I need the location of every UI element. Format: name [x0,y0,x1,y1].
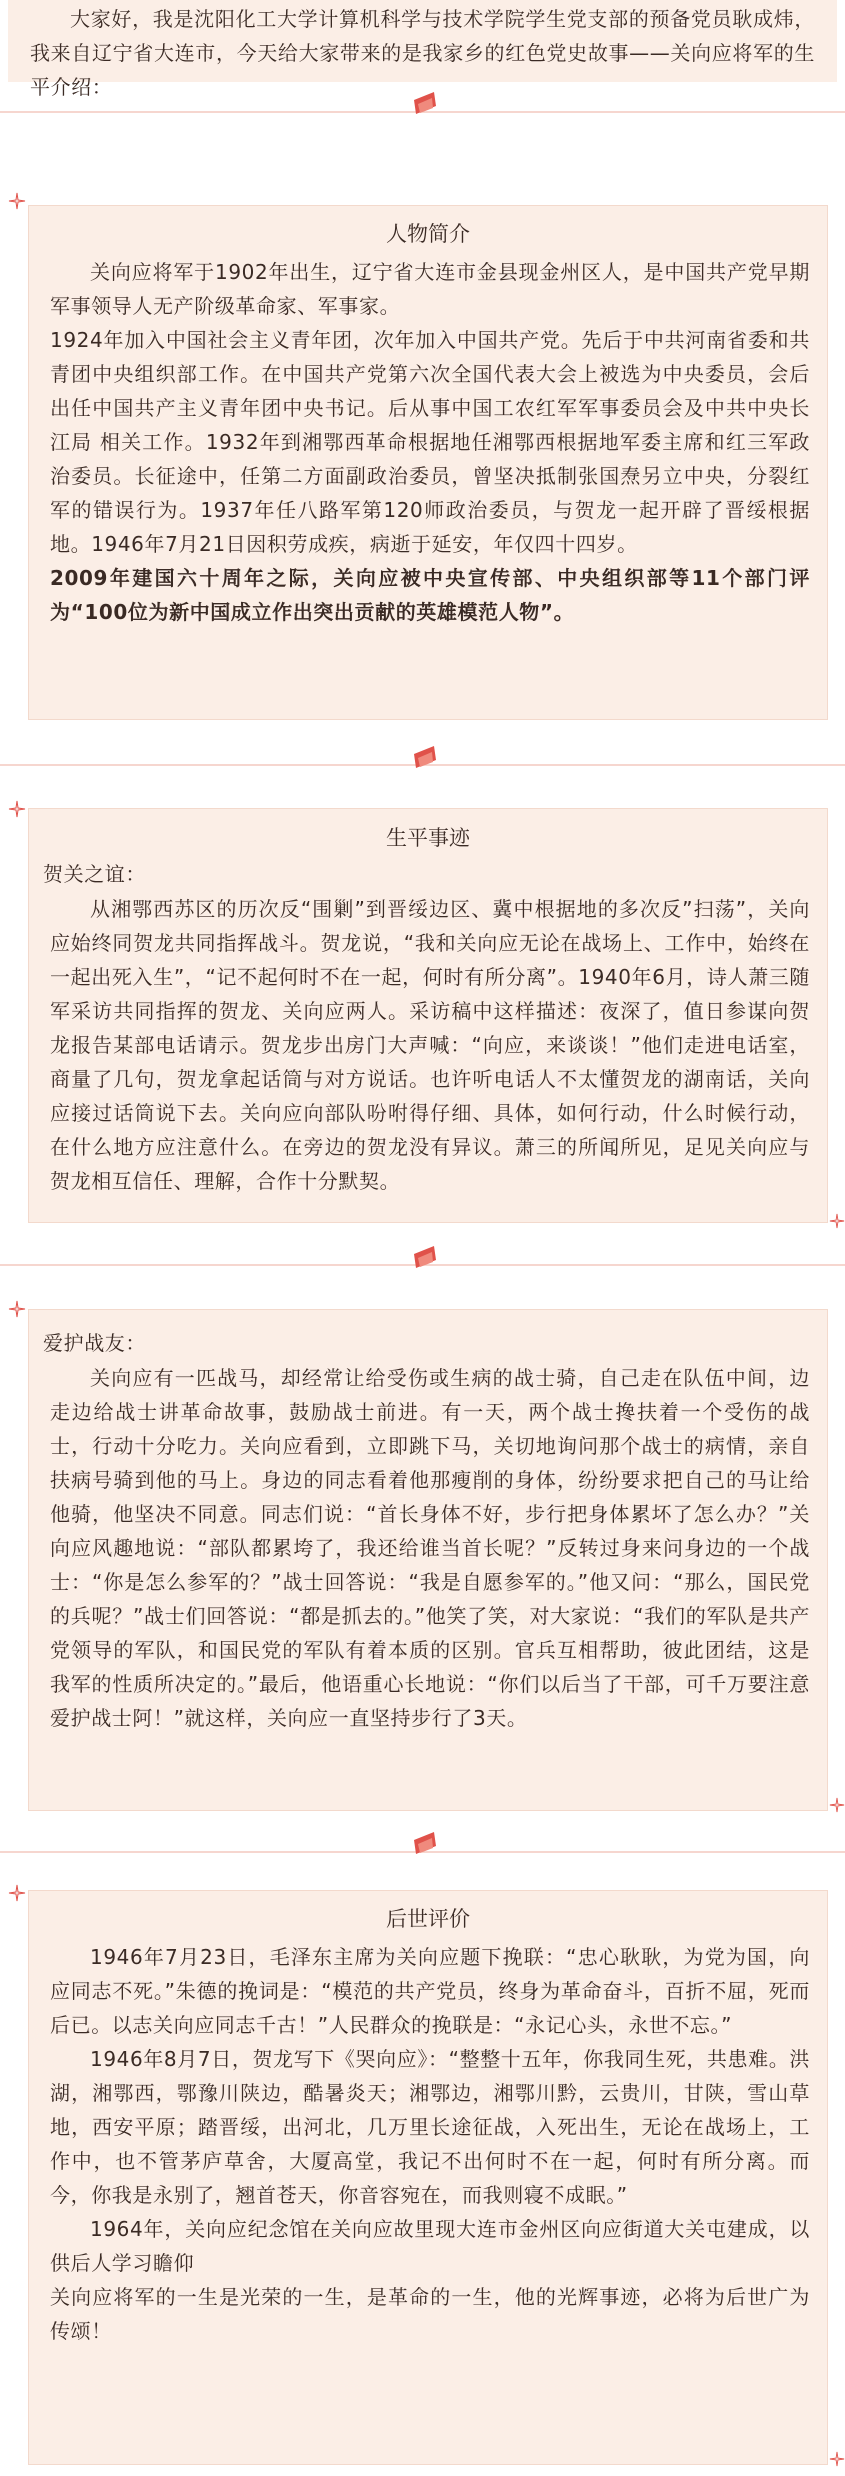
red-flag-icon [414,92,436,114]
intro-text: 大家好，我是沈阳化工大学计算机科学与技术学院学生党支部的预备党员耿成炜，我来自辽宁省大连市，今天给大家带来的是我家乡的红色党史故事——关向应将军的生平介绍： [30,7,815,99]
legacy-paragraph-1: 1946年7月23日，毛泽东主席为关向应题下挽联：“忠心耿耿，为党为国，向应同志不死。”朱德的挽词是：“模范的共产党员，终身为革命奋斗，百折不屈，死而后已。以志关向应同志千古！”人民群众的挽联是：“永记心头，永世不忘。” [50,1945,810,2037]
intro-card [8,0,837,99]
deeds-title: 生平事迹 [386,826,470,850]
sparkle-icon [829,2450,845,2468]
legacy-title: 后世评价 [386,1907,470,1931]
legacy-paragraph-2: 1946年8月7日，贺龙写下《哭向应》：“整整十五年，你我同生死，共患难。洪湖，湘鄂西，鄂豫川陕边，酷暑炎天；湘鄂边，湘鄂川黔，云贵川，甘陕，雪山草地，西安平原；踏晋绥，出河北，几万里长途征战，入死出生，无论在战场上，工作中，也不管茅庐草舍，大厦高堂，我记不出何时不在一起，何时有所分离。而今，你我是永别了，翘首苍天，你音容宛在，而我则寝不成眠。” [50,2047,810,2207]
profile-title: 人物简介 [386,222,470,246]
profile-paragraph-1: 关向应将军于1902年出生，辽宁省大连市金县现金州区人，是中国共产党早期军事领导人无产阶级革命家、军事家。 [50,260,810,318]
care-subtitle: 爱护战友： [43,1331,146,1355]
care-card [28,1309,828,1811]
sparkle-icon [829,1796,845,1814]
sparkle-icon [8,192,26,210]
deeds-subtitle: 贺关之谊： [43,862,146,886]
deeds-text: 从湘鄂西苏区的历次反“围剿”到晋绥边区、冀中根据地的多次反”扫荡”，关向应始终同贺龙共同指挥战斗。贺龙说，“我和关向应无论在战场上、工作中，始终在一起出死入生”，“记不起何时不在一起，何时有所分离”。1940年6月，诗人萧三随军采访共同指挥的贺龙、关向应两人。采访稿中这样描述：夜深了，值日参谋向贺龙报告某部电话请示。贺龙步出房门大声喊：“向应，来谈谈！”他们走进电话室，商量了几句，贺龙拿起话筒与对方说话。也许听电话人不太懂贺龙的湖南话，关向应接过话筒说下去。关向应向部队吩咐得仔细、具体，如何行动，什么时候行动，在什么地方应注意什么。在旁边的贺龙没有异议。萧三的所闻所见，足见关向应与贺龙相互信任、理解，合作十分默契。 [50,897,810,1193]
profile-paragraph-3: 2009年建国六十周年之际，关向应被中央宣传部、中央组织部等11个部门评为“100位为新中国成立作出突出贡献的英雄模范人物”。 [50,566,810,624]
sparkle-icon [8,1300,26,1318]
profile-card [28,205,828,720]
section-divider [0,1232,845,1292]
sparkle-icon [829,1212,845,1230]
legacy-text [50,1940,810,2348]
legacy-card [28,1890,828,2465]
section-divider [0,78,845,138]
sparkle-icon [8,800,26,818]
profile-paragraph-2: 1924年加入中国社会主义青年团，次年加入中国共产党。先后于中共河南省委和共青团中央组织部工作。在中国共产党第六次全国代表大会上被选为中央委员，会后出任中国共产主义青年团中央书记。后从事中国工农红军军事委员会及中共中央长江局 相关工作。1932年到湘鄂西革命根据地任湘鄂西根据地军委主席和红三军政治委员。长征途中，任第二方面副政治委员，曾坚决抵制张国焘另立中央，分裂红军的错误行为。1937年任八路军第120师政治委员，与贺龙一起开辟了晋绥根据地。1946年7月21日因积劳成疾，病逝于延安，年仅四十四岁。 [50,328,810,556]
profile-text [50,255,810,629]
care-text: 关向应有一匹战马，却经常让给受伤或生病的战士骑，自己走在队伍中间，边走边给战士讲革命故事，鼓励战士前进。有一天，两个战士搀扶着一个受伤的战士，行动十分吃力。关向应看到，立即跳下马，关切地询问那个战士的病情，亲自扶病号骑到他的马上。身边的同志看着他那瘦削的身体，纷纷要求把自己的马让给他骑，他坚决不同意。同志们说：“首长身体不好，步行把身体累坏了怎么办？”关向应风趣地说：“部队都累垮了，我还给谁当首长呢？”反转过身来问身边的一个战士：“你是怎么参军的？”战士回答说：“我是自愿参军的。”他又问：“那么，国民党的兵呢？”战士们回答说：“都是抓去的。”他笑了笑，对大家说：“我们的军队是共产党领导的军队，和国民党的军队有着本质的区别。官兵互相帮助，彼此团结，这是我军的性质所决定的。”最后，他语重心长地说：“你们以后当了干部，可千万要注意爱护战士阿！”就这样，关向应一直坚持步行了3天。 [50,1366,810,1730]
legacy-paragraph-4: 关向应将军的一生是光荣的一生，是革命的一生，他的光辉事迹，必将为后世广为传颂！ [50,2285,810,2343]
section-divider [0,732,845,792]
sparkle-icon [8,1884,26,1902]
legacy-paragraph-3: 1964年，关向应纪念馆在关向应故里现大连市金州区向应街道大关屯建成，以供后人学习瞻仰 [50,2217,810,2275]
section-divider [0,1818,845,1878]
deeds-card [28,808,828,1223]
red-flag-icon [414,1832,436,1854]
